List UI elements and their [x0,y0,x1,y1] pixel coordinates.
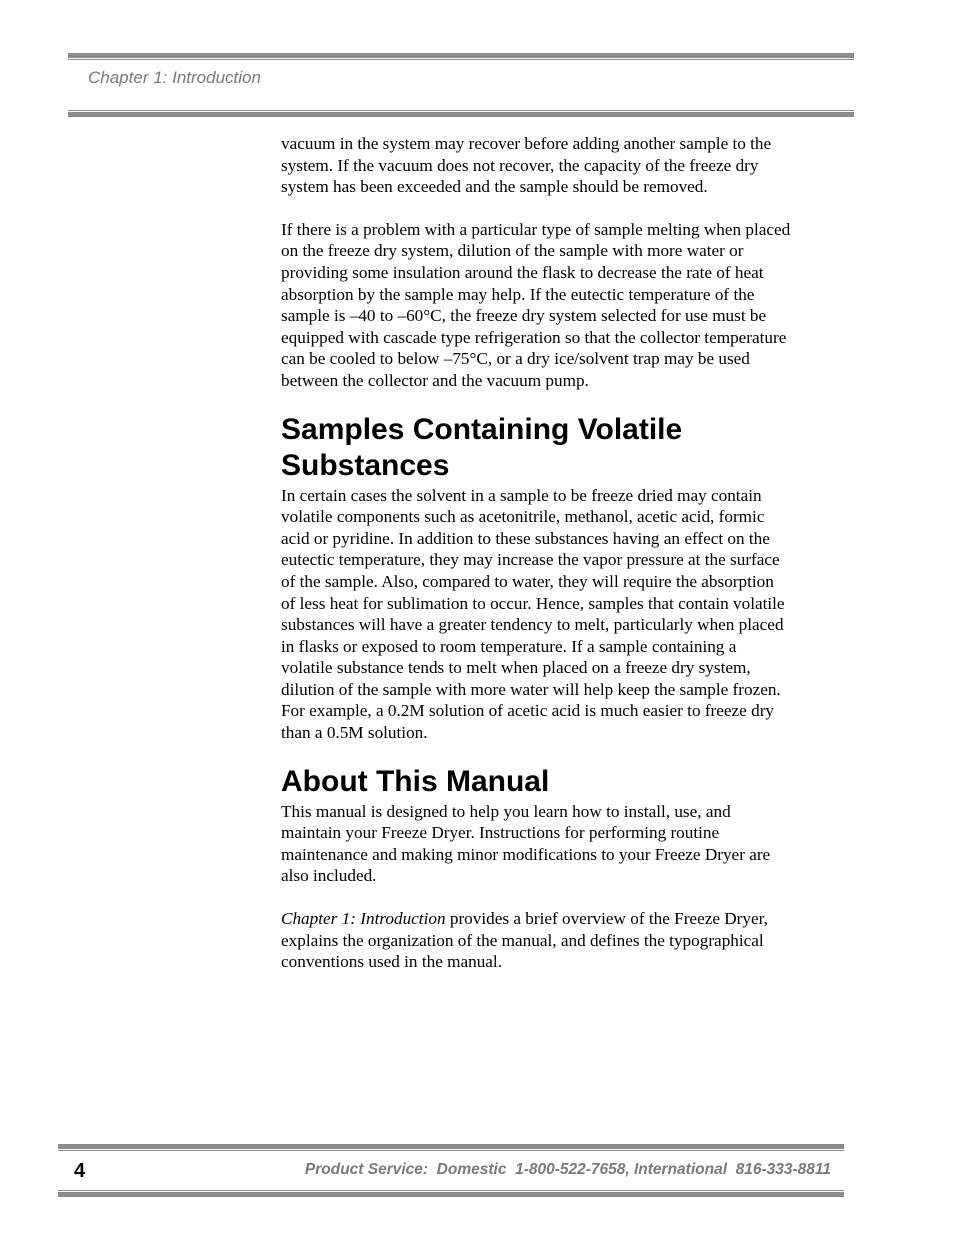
header-rule-bottom [68,112,854,117]
paragraph-volatile: In certain cases the solvent in a sample to be freeze dried may contain volatile components such as acetonitrile, methanol, acetic acid, formic acid or pyridine. In addition to these substances having an effect on the eutectic temperature, they may increase the vapor pressure at the surface of the sample. Also, compared to water, they will require the absorption of less heat for sublimation to occur. Hence, samples that contain volatile substances will have a greater tendency to melt, particularly when placed in flasks or exposed to room temperature. If a sample containing a volatile substance tends to melt when placed on a freeze dry system, dilution of the sample with more water will help keep the sample frozen. For example, a 0.2M solution of acetic acid is much easier to freeze dry than a 0.5M solution. [281,485,785,743]
paragraph-vacuum: vacuum in the system may recover before adding another sample to the system. If the vacuum does not recover, the capacity of the freeze dry system has been exceeded and the sample should be removed. [281,134,772,197]
heading-volatile-line1: Samples Containing Volatile [281,412,683,446]
header-rule-bottom-thin [68,110,854,111]
chapter-overview-text: provides a brief overview of the Freeze Dryer, explains the organization of the manual, and defines the typographical conventions used in the manual. [281,909,768,972]
footer-rule-bottom [58,1192,844,1197]
heading-about-manual: About This Manual [281,764,550,798]
heading-volatile-substances [281,412,791,484]
header-rule-top-thin [68,59,854,60]
footer-rule-top-thin [58,1150,844,1151]
paragraph-chapter-overview [281,908,791,973]
heading-volatile-line2: Substances [281,448,450,482]
footer-rule-top [58,1144,844,1149]
page-number: 4 [74,1160,86,1182]
header-rule-top [68,53,854,58]
footer-rule-bottom-thin [58,1190,844,1191]
chapter-reference: Chapter 1: Introduction [281,909,446,929]
product-service-contact: Product Service: Domestic 1-800-522-7658, International 816-333-8811 [304,1161,831,1178]
running-header: Chapter 1: Introduction [88,68,261,87]
page-content [281,133,791,973]
paragraph-melting: If there is a problem with a particular type of sample melting when placed on the freeze dry system, dilution of the sample with more water or providing some insulation around the flask to decrease the rate of heat absorption by the sample may help. If the eutectic temperature of the sample is –40 to –60°C, the freeze dry system selected for use must be equipped with cascade type refrigeration so that the collector temperature can be cooled to below –75°C, or a dry ice/solvent trap may be used between the collector and the vacuum pump. [281,219,791,390]
paragraph-manual-purpose: This manual is designed to help you learn how to install, use, and maintain your Freeze Dryer. Instructions for performing routine maintenance and making minor modifications to your Freeze Dryer are also included. [281,801,771,886]
